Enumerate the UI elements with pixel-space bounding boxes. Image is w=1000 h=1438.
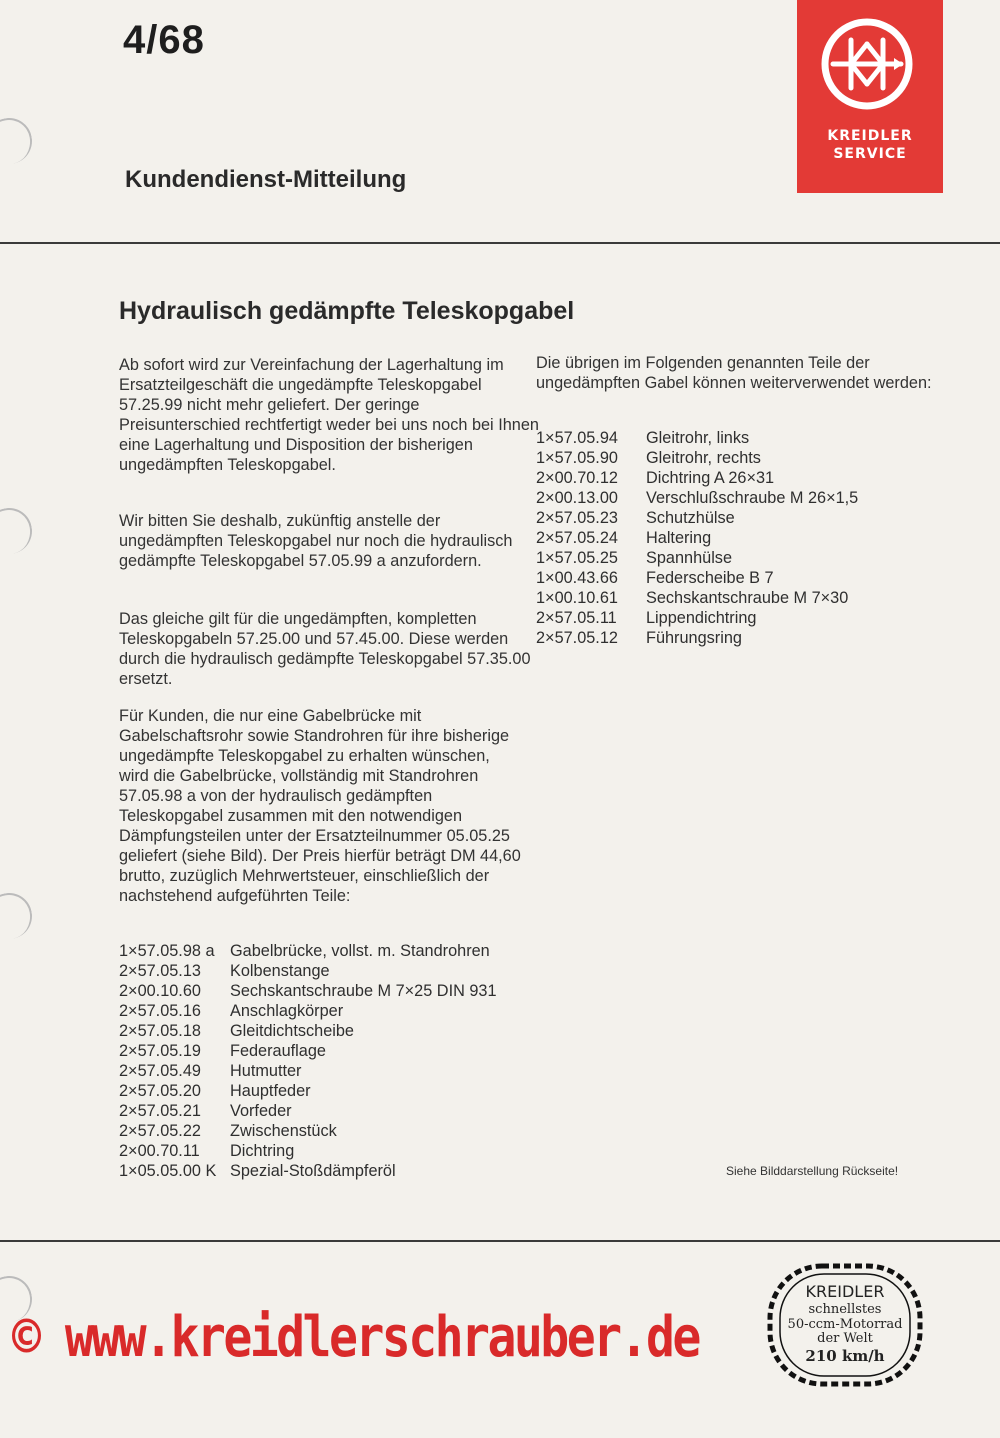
part-description: Dichtring A 26×31 — [646, 469, 775, 487]
part-row — [536, 608, 858, 628]
footer-divider — [0, 1240, 1000, 1242]
part-row — [119, 981, 497, 1001]
part-row — [119, 1041, 497, 1061]
part-number: 2×00.70.12 — [536, 469, 618, 487]
part-row — [119, 1061, 497, 1081]
part-row — [119, 1001, 497, 1021]
part-description: Führungsring — [646, 629, 742, 647]
part-number: 2×57.05.18 — [119, 1022, 201, 1040]
part-description: Sechskantschraube M 7×30 — [646, 589, 849, 607]
kreidler-record-seal — [760, 1260, 930, 1390]
part-number: 1×00.10.61 — [536, 589, 618, 607]
part-description: Gleitrohr, links — [646, 429, 750, 447]
part-row — [536, 488, 858, 508]
part-number: 2×57.05.13 — [119, 962, 201, 980]
seal-line: 50-ccm-Motorrad — [787, 1317, 903, 1332]
part-row — [119, 1141, 497, 1161]
part-description: Gabelbrücke, vollst. m. Standrohren — [230, 942, 490, 960]
part-number: 1×00.43.66 — [536, 569, 618, 587]
part-number: 2×57.05.12 — [536, 629, 618, 647]
logo-text-service: SERVICE — [833, 146, 907, 162]
kreidler-service-logo — [797, 0, 943, 193]
part-number: 1×57.05.98 a — [119, 942, 215, 960]
seal-line: der Welt — [817, 1331, 873, 1346]
part-description: Anschlagkörper — [230, 1002, 344, 1020]
part-description: Federscheibe B 7 — [646, 569, 774, 587]
parts-list-left — [119, 941, 497, 1181]
part-number: 1×57.05.25 — [536, 549, 618, 567]
article-title: Hydraulisch gedämpfte Teleskopgabel — [119, 297, 575, 325]
part-row — [119, 1101, 497, 1121]
part-row — [536, 508, 858, 528]
paragraph: Das gleiche gilt für die ungedämpften, kompletten Teleskopgabeln 57.25.00 und 57.45.00. Diese werden durch die hydraulisch gedämpfte Teleskopgabel 57.35.00 ersetzt. — [119, 610, 531, 688]
punch-hole — [0, 889, 36, 942]
part-description: Hutmutter — [230, 1062, 302, 1080]
part-number: 2×57.05.24 — [536, 529, 618, 547]
part-number: 1×57.05.94 — [536, 429, 618, 447]
part-description: Schutzhülse — [646, 509, 735, 527]
part-description: Spannhülse — [646, 549, 733, 567]
seal-line: KREIDLER — [805, 1282, 885, 1301]
part-description: Kolbenstange — [230, 962, 330, 980]
part-number: 1×05.05.00 K — [119, 1162, 217, 1180]
part-number: 2×57.05.19 — [119, 1042, 201, 1060]
part-number: 2×57.05.22 — [119, 1122, 201, 1140]
part-row — [119, 961, 497, 981]
reverse-side-note: Siehe Bilddarstellung Rückseite! — [726, 1164, 899, 1178]
part-number: 2×57.05.16 — [119, 1002, 201, 1020]
part-row — [536, 548, 858, 568]
part-number: 2×57.05.21 — [119, 1102, 201, 1120]
part-row — [119, 941, 497, 961]
part-description: Dichtring — [230, 1142, 295, 1160]
part-description: Spezial-Stoßdämpferöl — [230, 1162, 396, 1180]
document-type: Kundendienst-Mitteilung — [125, 166, 407, 193]
part-row — [119, 1161, 497, 1181]
part-row — [536, 568, 858, 588]
paragraph: Ab sofort wird zur Vereinfachung der Lagerhaltung im Ersatzteilgeschäft die ungedämpfte Teleskopgabel 57.25.99 nicht mehr geliefert. Der geringe Preisunterschied rechtfertigt weder bei uns noch bei Ihnen eine Lagerhaltung und Disposition der bisherigen ungedämpften Teleskopgabel. — [119, 356, 539, 474]
header-divider — [0, 242, 1000, 244]
punch-hole — [0, 504, 36, 557]
punch-hole — [0, 114, 36, 167]
watermark-text: © www.kreidlerschrauber.de — [12, 1305, 699, 1370]
part-row — [536, 468, 858, 488]
part-number: 2×00.70.11 — [119, 1142, 200, 1160]
seal-line: 210 km/h — [805, 1347, 885, 1365]
logo-text-kreidler: KREIDLER — [827, 128, 913, 144]
part-number: 1×57.05.90 — [536, 449, 618, 467]
part-description: Federauflage — [230, 1042, 326, 1060]
part-row — [536, 428, 858, 448]
part-row — [536, 588, 858, 608]
part-description: Verschlußschraube M 26×1,5 — [646, 489, 859, 507]
part-row — [536, 528, 858, 548]
part-row — [536, 448, 858, 468]
part-description: Gleitdichtscheibe — [230, 1022, 354, 1040]
issue-number: 4/68 — [123, 18, 205, 62]
part-description: Lippendichtring — [646, 609, 757, 627]
part-row — [119, 1021, 497, 1041]
part-number: 2×57.05.20 — [119, 1082, 201, 1100]
parts-list-right — [536, 428, 858, 648]
part-description: Hauptfeder — [230, 1082, 311, 1100]
part-description: Haltering — [646, 529, 712, 547]
part-number: 2×57.05.23 — [536, 509, 618, 527]
part-description: Zwischenstück — [230, 1122, 337, 1140]
part-number: 2×57.05.49 — [119, 1062, 201, 1080]
part-row — [536, 628, 858, 648]
part-description: Vorfeder — [230, 1102, 292, 1120]
kreidler-emblem-icon — [821, 18, 913, 110]
right-intro-paragraph: Die übrigen im Folgenden genannten Teile der ungedämpften Gabel können weiterverwendet werden: — [536, 354, 932, 392]
part-number: 2×57.05.11 — [536, 609, 617, 627]
part-description: Gleitrohr, rechts — [646, 449, 761, 467]
part-row — [119, 1081, 497, 1101]
part-number: 2×00.13.00 — [536, 489, 618, 507]
part-number: 2×00.10.60 — [119, 982, 201, 1000]
part-row — [119, 1121, 497, 1141]
part-description: Sechskantschraube M 7×25 DIN 931 — [230, 982, 497, 1000]
paragraph: Für Kunden, die nur eine Gabelbrücke mit Gabelschaftsrohr sowie Standrohren für ihre bisherige ungedämpfte Teleskopgabel zu erhalten wünschen, wird die Gabelbrücke, vollständig mit Standrohren 57.05.98 a von der hydraulisch gedämpften Teleskopgabel zusammen mit den notwendigen Dämpfungsteilen unter der Ersatzteilnummer 05.05.25 geliefert (siehe Bild). Der Preis hierfür beträgt DM 44,60 brutto, zuzüglich Mehrwertsteuer, einschließlich der nachstehend aufgeführten Teile: — [119, 707, 521, 905]
seal-line: schnellstes — [808, 1302, 882, 1317]
paragraph: Wir bitten Sie deshalb, zukünftig anstelle der ungedämpften Teleskopgabel nur noch die hydraulisch gedämpfte Teleskopgabel 57.05.99 a anzufordern. — [119, 512, 513, 570]
